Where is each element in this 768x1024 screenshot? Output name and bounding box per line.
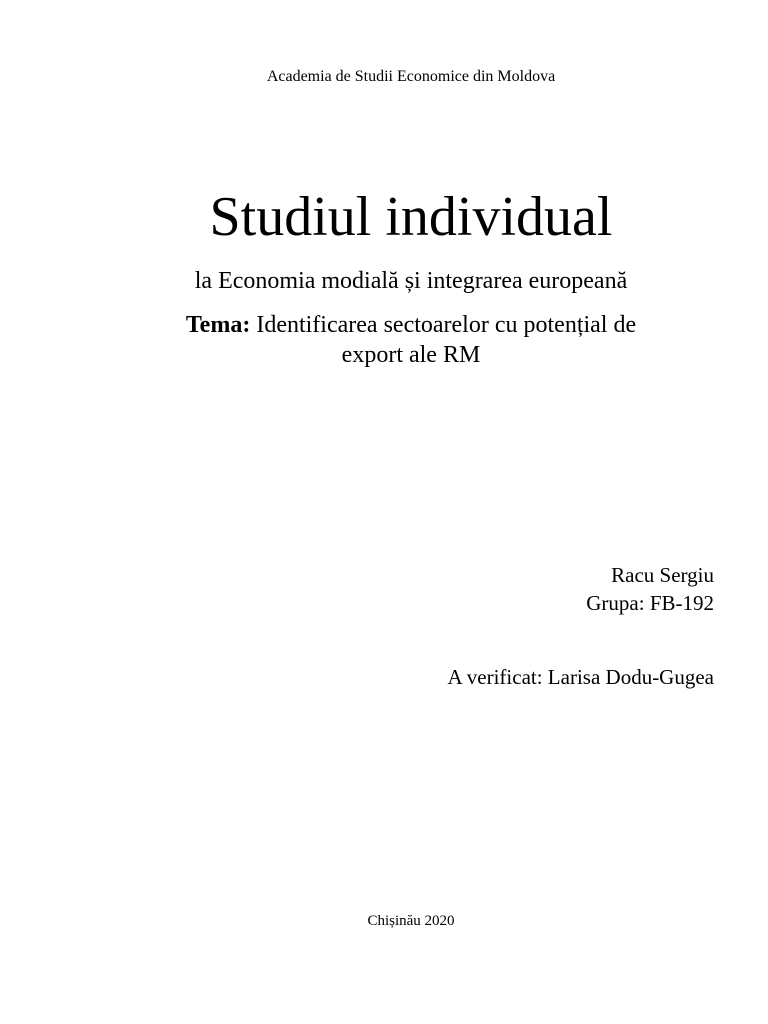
institution-name: Academia de Studii Economice din Moldova [266,68,556,85]
theme-text-1: Identificarea sectoarelor cu potențial de [256,312,637,338]
theme-block [0,310,768,370]
author-name: Racu Sergiu [611,563,714,587]
theme-line-1 [54,310,768,340]
document-title: Studiul individual [209,186,613,248]
theme-label: Tema: [185,312,251,338]
document-subtitle: la Economia modială și integrarea europeană [194,268,628,294]
place-year: Chișinău 2020 [367,913,455,929]
checker-info: A verificat: Larisa Dodu-Gugea [447,665,714,689]
theme-line-2: export ale RM [341,342,481,368]
group-info: Grupa: FB-192 [586,591,714,615]
